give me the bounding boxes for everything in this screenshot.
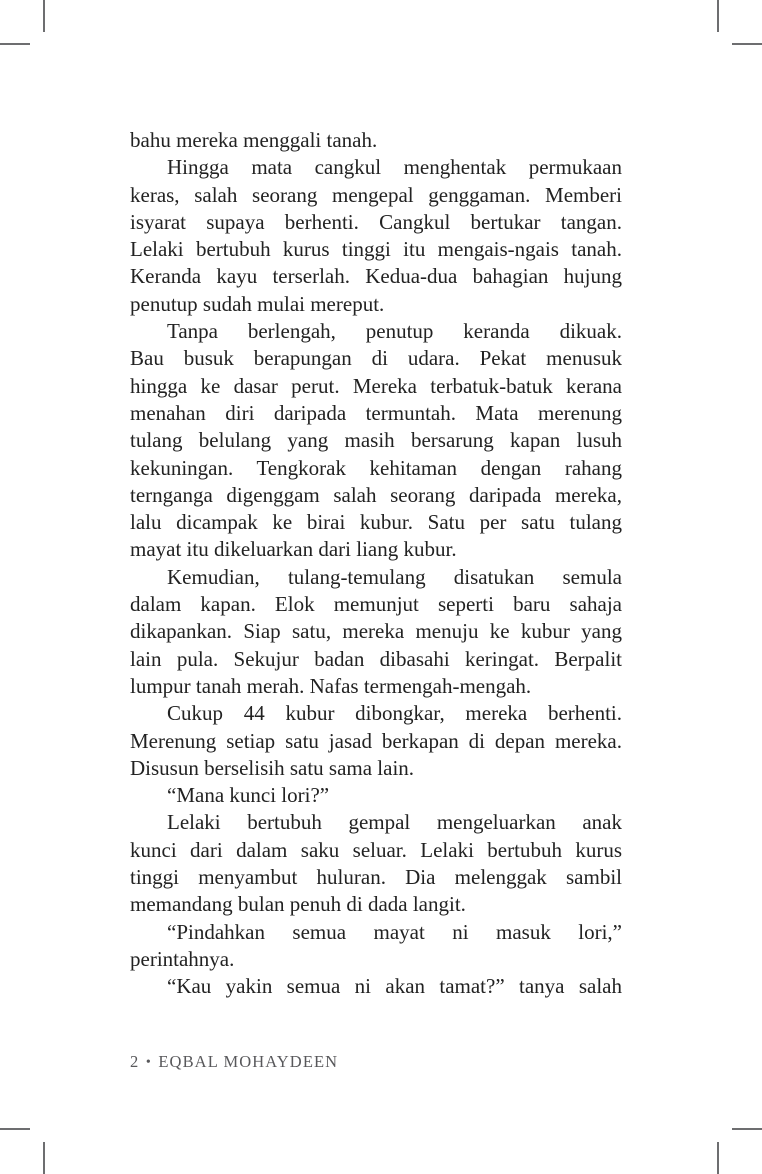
crop-mark-bottom-left-horizontal <box>0 1128 30 1130</box>
paragraph <box>130 919 622 974</box>
text-line: tulang belulang yang masih bersarung kapan lusuh <box>130 428 622 453</box>
paragraph <box>130 127 622 154</box>
text-line: dalam kapan. Elok memunjut seperti baru sahaja <box>130 592 622 617</box>
text-line: “Kau yakin semua ni akan tamat?” tanya salah <box>167 974 622 999</box>
text-line: Tanpa berlengah, penutup keranda dikuak. <box>167 319 622 344</box>
crop-mark-top-left-horizontal <box>0 43 30 45</box>
paragraph <box>130 154 622 318</box>
text-line: kekuningan. Tengkorak kehitaman dengan rahang <box>130 455 622 480</box>
text-line: memandang bulan penuh di dada langit. <box>130 892 466 917</box>
text-line: Lelaki bertubuh gempal mengeluarkan anak <box>167 810 622 835</box>
text-line: Bau busuk berapungan di udara. Pekat menusuk <box>130 346 622 371</box>
crop-mark-bottom-right-vertical <box>717 1142 719 1174</box>
crop-mark-top-right-vertical <box>717 0 719 32</box>
text-line: keras, salah seorang mengepal genggaman. Memberi <box>130 182 622 207</box>
text-line: penutup sudah mulai mereput. <box>130 291 385 316</box>
text-line: kunci dari dalam saku seluar. Lelaki bertubuh kurus <box>130 837 622 862</box>
text-line: hingga ke dasar perut. Mereka terbatuk-batuk kerana <box>130 373 622 398</box>
paragraph <box>130 782 622 809</box>
crop-mark-top-right-horizontal <box>732 43 762 45</box>
text-line: mayat itu dikeluarkan dari liang kubur. <box>130 537 457 562</box>
text-line: tinggi menyambut huluran. Dia melenggak sambil <box>130 865 622 890</box>
text-line: dikapankan. Siap satu, mereka menuju ke kubur yang <box>130 619 622 644</box>
text-line: lumpur tanah merah. Nafas termengah-mengah. <box>130 673 532 698</box>
text-line: Hingga mata cangkul menghentak permukaan <box>167 155 622 180</box>
paragraph <box>130 973 622 1000</box>
text-block <box>130 127 622 1001</box>
text-line: lalu dicampak ke birai kubur. Satu per satu tulang <box>130 510 622 535</box>
text-line: Keranda kayu terserlah. Kedua-dua bahagian hujung <box>130 264 622 289</box>
text-line: Cukup 44 kubur dibongkar, mereka berhenti. <box>167 701 622 726</box>
text-line: isyarat supaya berhenti. Cangkul bertukar tangan. <box>130 209 622 234</box>
crop-mark-bottom-left-vertical <box>43 1142 45 1174</box>
text-line: bahu mereka menggali tanah. <box>130 128 378 152</box>
text-line: “Mana kunci lori?” <box>167 783 330 808</box>
paragraph <box>130 564 622 700</box>
page-number: 2 <box>130 1052 139 1071</box>
bullet-separator-icon: • <box>145 1055 152 1070</box>
page-footer <box>130 1052 338 1072</box>
text-line: menahan diri daripada termuntah. Mata merenung <box>130 400 622 425</box>
paragraph <box>130 700 622 782</box>
paragraph <box>130 318 622 564</box>
text-line: Merenung setiap satu jasad berkapan di depan mereka. <box>130 728 622 753</box>
running-footer-author: EQBAL MOHAYDEEN <box>158 1052 339 1071</box>
crop-mark-bottom-right-horizontal <box>732 1128 762 1130</box>
text-line: lain pula. Sekujur badan dibasahi keringat. Berpalit <box>130 646 622 671</box>
text-line: “Pindahkan semua mayat ni masuk lori,” <box>167 919 622 944</box>
text-line: Lelaki bertubuh kurus tinggi itu mengais-ngais tanah. <box>130 237 622 262</box>
paragraph <box>130 809 622 918</box>
text-line: ternganga digenggam salah seorang daripada mereka, <box>130 482 622 507</box>
text-line: Kemudian, tulang-temulang disatukan semula <box>167 564 622 589</box>
text-line: perintahnya. <box>130 946 235 971</box>
text-line: Disusun berselisih satu sama lain. <box>130 755 415 780</box>
crop-mark-top-left-vertical <box>43 0 45 32</box>
